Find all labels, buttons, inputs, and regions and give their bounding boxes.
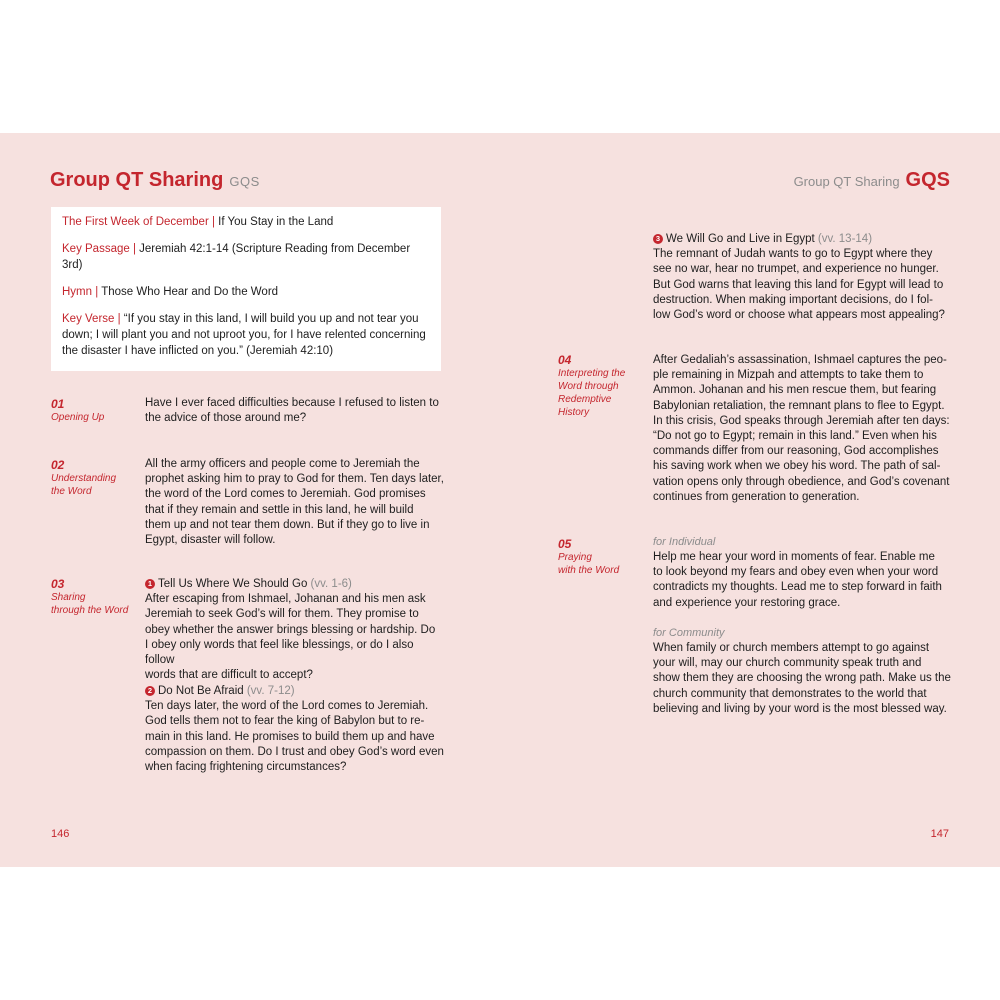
section-02-body [145, 457, 445, 548]
body-line: Ten days later, the word of the Lord comes to Jeremiah. [145, 700, 429, 713]
body-line: the word of the Lord comes to Jeremiah. God promises [145, 488, 426, 501]
section-label: History [558, 407, 590, 418]
subheading-title: Do Not Be Afraid [158, 685, 244, 697]
section-label: Redemptive [558, 394, 612, 405]
body-line: “Do not go to Egypt; remain in this land.” Even when his [653, 430, 937, 443]
prayer-category: for Community [653, 627, 725, 639]
page-number-left: 146 [51, 828, 70, 840]
body-line: Egypt, disaster will follow. [145, 534, 276, 547]
body-line: main in this land. He promises to build them up and have [145, 730, 435, 743]
body-line: contradicts my thoughts. Lead me to step forward in faith [653, 581, 942, 594]
body-line: the advice of those around me? [145, 412, 307, 425]
verse-line [62, 311, 430, 359]
body-line: commands differ from our reasoning, God accomplishes [653, 445, 939, 458]
body-line: church community that demonstrates to the world that [653, 687, 927, 700]
subheading-1 [145, 577, 445, 592]
week-line [62, 214, 430, 230]
section-03-part-1 [145, 577, 445, 683]
key-info-box [51, 207, 441, 371]
section-03-part-3 [653, 232, 953, 323]
verse-range: (vv. 7-12) [243, 685, 295, 697]
verse-range: (vv. 1-6) [307, 578, 352, 590]
number-badge-icon: 3 [653, 234, 663, 244]
body-line: when facing frightening circumstances? [145, 761, 347, 774]
passage-value: Jeremiah 42:1-14 (Scripture Reading from December 3rd) [62, 243, 411, 271]
prayer-category: for Individual [653, 536, 716, 548]
body-line: After Gedaliah’s assassination, Ishmael captures the peo- [653, 354, 947, 366]
hymn-key: Hymn | [62, 286, 99, 298]
body-line: compassion on them. Do I trust and obey God’s word even [145, 745, 444, 758]
section-label: with the Word [558, 565, 620, 576]
section-01-label [51, 397, 141, 424]
body-line: Jeremiah to seek God’s will for them. They promise to [145, 608, 419, 621]
right-title-pre: Group QT Sharing [793, 174, 900, 189]
body-line: continues from generation to generation. [653, 490, 860, 503]
section-label: Word through [558, 381, 619, 392]
subheading-title: Tell Us Where We Should Go [158, 578, 308, 590]
passage-line [62, 241, 430, 273]
section-number: 01 [51, 397, 65, 411]
body-line: show them they are choosing the wrong path. Make us the [653, 672, 951, 685]
passage-key: Key Passage | [62, 243, 136, 255]
body-line: All the army officers and people come to Jeremiah the [145, 458, 420, 470]
body-line: that if they remain and settle in this land, he will build [145, 503, 414, 516]
number-badge-icon: 1 [145, 579, 155, 589]
section-label: Interpreting the [558, 368, 626, 379]
section-label: Opening Up [51, 412, 105, 423]
verse-key: Key Verse | [62, 313, 121, 325]
body-line: ple remaining in Mizpah and attempts to take them to [653, 369, 924, 382]
body-line: prophet asking him to pray to God for them. Ten days later, [145, 473, 444, 486]
hymn-value: Those Who Hear and Do the Word [98, 286, 279, 298]
right-title-abbrev: GQS [905, 169, 950, 191]
verse-value: “If you stay in this land, I will build you up and not tear you down; I will plant you and not uproot you, for I have relented concerning the disaster I have inflicted on you.” (Jeremiah 42:10) [62, 313, 426, 357]
body-line: I obey only words that feel like blessings, or do I also follow [145, 638, 414, 667]
body-line: believing and living by your word is the most blessed way. [653, 702, 947, 715]
section-number: 05 [558, 537, 572, 551]
body-line: see no war, hear no trumpet, and experience no hunger. [653, 263, 939, 276]
page-number-right: 147 [930, 828, 949, 840]
body-line: low God’s word or choose what appears most appealing? [653, 309, 945, 322]
subheading-2 [145, 684, 445, 699]
hymn-line [62, 284, 430, 300]
section-label: Praying [558, 552, 592, 563]
body-line: After escaping from Ishmael, Johanan and his men ask [145, 593, 426, 606]
subheading-title: We Will Go and Live in Egypt [666, 233, 815, 245]
body-line: them up and not tear them down. But if they go to live in [145, 518, 430, 531]
week-value: If You Stay in the Land [214, 216, 334, 228]
section-04-body [653, 353, 953, 505]
verse-range: (vv. 13-14) [814, 233, 873, 245]
right-page-title [794, 169, 950, 192]
body-line: When family or church members attempt to go against [653, 642, 930, 654]
body-line: words that are difficult to accept? [145, 669, 313, 682]
subheading-3 [653, 232, 953, 247]
left-title-abbrev: GQS [229, 174, 260, 189]
section-number: 03 [51, 577, 65, 591]
body-line: and experience your restoring grace. [653, 596, 841, 609]
section-label: Understanding [51, 473, 117, 484]
body-line: Babylonian retaliation, the remnant plans to flee to Egypt. [653, 399, 945, 412]
section-04-label [558, 353, 650, 419]
left-title-text: Group QT Sharing [50, 169, 224, 191]
section-label: through the Word [51, 605, 129, 616]
body-line: your will, may our church community speak truth and [653, 657, 922, 670]
section-01-body [145, 396, 445, 426]
section-03-part-2 [145, 684, 445, 775]
section-number: 02 [51, 458, 65, 472]
section-number: 04 [558, 353, 572, 367]
body-line: God tells them not to fear the king of Babylon but to re- [145, 715, 425, 728]
body-line: vation opens only through obedience, and God’s covenant [653, 475, 950, 488]
left-page-title [50, 169, 260, 192]
body-line: But God warns that leaving this land for Egypt will lead to [653, 278, 944, 291]
section-03-label [51, 577, 143, 617]
body-line: destruction. When making important decisions, do I fol- [653, 293, 933, 306]
body-line: his saving work when we obey his word. The path of sal- [653, 460, 941, 473]
body-line: In this crisis, God speaks through Jeremiah after ten days: [653, 414, 950, 427]
section-05-individual [653, 535, 953, 611]
section-label: the Word [51, 486, 92, 497]
section-label: Sharing [51, 592, 86, 603]
body-line: Have I ever faced difficulties because I refused to listen to [145, 397, 439, 409]
number-badge-icon: 2 [145, 686, 155, 696]
section-05-community [653, 626, 953, 717]
body-line: Help me hear your word in moments of fear. Enable me [653, 551, 935, 563]
body-line: Ammon. Johanan and his men rescue them, but fearing [653, 384, 937, 397]
week-key: The First Week of December | [62, 216, 215, 228]
body-line: to look beyond my fears and obey even when your word [653, 566, 939, 579]
section-02-label [51, 458, 141, 498]
section-05-label [558, 537, 650, 577]
body-line: The remnant of Judah wants to go to Egypt where they [653, 248, 933, 261]
body-line: obey whether the answer brings blessing or hardship. Do [145, 623, 436, 636]
